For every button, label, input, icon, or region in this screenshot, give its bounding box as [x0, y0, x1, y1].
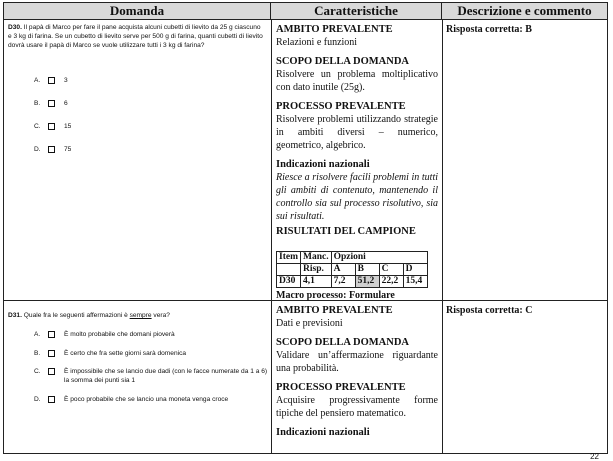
header-domanda: Domanda	[4, 3, 271, 20]
option-letter: B.	[34, 350, 41, 357]
th-item: Item	[277, 252, 301, 264]
indicazioni-title: Indicazioni nazionali	[276, 427, 370, 438]
option-letter: A.	[34, 77, 41, 84]
question-d30	[8, 23, 266, 50]
question-end: vera?	[151, 312, 170, 319]
processo-value: Acquisire progressivamente forme tipiche del pensiero matematico.	[276, 395, 438, 419]
option-text: 3	[64, 77, 68, 84]
cell-d: 15,4	[403, 276, 427, 288]
cell-c: 22,2	[379, 276, 403, 288]
option-letter: D.	[34, 146, 41, 153]
macro-processo: Macro processo: Formulare	[276, 290, 395, 301]
column-divider	[271, 20, 272, 453]
header-caratteristiche: Caratteristiche	[271, 3, 442, 20]
correct-answer-d31: Risposta corretta: C	[446, 305, 533, 316]
page-number: 22	[590, 452, 599, 461]
option-text: È poco probabile che se lancio una moneta venga croce	[64, 396, 229, 403]
th-risp: Risp.	[301, 264, 332, 276]
option-letter: A.	[34, 331, 41, 338]
processo-title: PROCESSO PREVALENTE	[276, 382, 406, 393]
scopo-value: Validare un’affermazione riguardante una probabilità.	[276, 350, 438, 374]
ambito-title: AMBITO PREVALENTE	[276, 24, 393, 35]
correct-answer-d30: Risposta corretta: B	[446, 24, 532, 35]
checkbox[interactable]	[48, 100, 55, 107]
th-manc: Manc.	[301, 252, 332, 264]
d31-characteristics	[276, 304, 438, 439]
scopo-title: SCOPO DELLA DOMANDA	[276, 337, 410, 348]
checkbox[interactable]	[48, 331, 55, 338]
question-emphasis: sempre	[129, 312, 152, 319]
option-text: 6	[64, 100, 68, 107]
ambito-value: Relazioni e funzioni	[276, 37, 358, 48]
scopo-title: SCOPO DELLA DOMANDA	[276, 56, 410, 67]
ambito-value: Dati e previsioni	[276, 318, 343, 329]
evaluation-table	[3, 2, 608, 454]
option-letter: C.	[34, 368, 41, 375]
ambito-title: AMBITO PREVALENTE	[276, 305, 393, 316]
option-text: È certo che fra sette giorni sarà domenica	[64, 350, 187, 357]
checkbox[interactable]	[48, 350, 55, 357]
question-body: Quale fra le seguenti affermazioni è	[23, 312, 130, 319]
option-text: È impossibile che se lancio due dadi (con le facce numerate da 1 a 6) la somma dei punti sia 1	[64, 368, 268, 384]
th-opzioni: Opzioni	[331, 252, 427, 264]
checkbox[interactable]	[48, 146, 55, 153]
question-body: Il papà di Marco per fare il pane acquista alcuni cubetti di lievito da 25 g ciascuno e 3 kg di farina. Se un cubetto di lievito serve per 500 g di farina, quanti cubetti di lievito dovrà usare il papà di Marco se vuole utilizzare tutti i 3 kg di farina?	[8, 24, 263, 49]
option-text: È molto probabile che domani pioverà	[64, 331, 175, 338]
risultati-title: RISULTATI DEL CAMPIONE	[276, 226, 416, 237]
indicazioni-value: Riesce a risolvere facili problemi in tutti gli ambiti di contenuto, mantenendo il controllo sia sul processo risolutivo, sia sui risultati.	[276, 172, 438, 222]
option-letter: D.	[34, 396, 41, 403]
th-d: D	[403, 264, 427, 276]
checkbox[interactable]	[48, 368, 55, 375]
cell-b: 51,2	[355, 276, 379, 288]
option-letter: C.	[34, 123, 41, 130]
th-b: B	[355, 264, 379, 276]
scopo-value: Risolvere un problema moltiplicativo con dato inutile (25g).	[276, 69, 438, 93]
option-text: 75	[64, 146, 72, 153]
option-letter: B.	[34, 100, 41, 107]
column-divider	[442, 20, 443, 453]
question-number: D31.	[8, 312, 22, 319]
indicazioni-title: Indicazioni nazionali	[276, 159, 370, 170]
checkbox[interactable]	[48, 396, 55, 403]
question-d31	[8, 311, 266, 320]
question-d31-text	[8, 311, 266, 320]
question-d30-text	[8, 23, 266, 50]
processo-value: Risolvere problemi utilizzando strategie in ambiti diversi – numerico, geometrico, algebrico.	[276, 114, 438, 151]
processo-title: PROCESSO PREVALENTE	[276, 101, 406, 112]
d30-characteristics	[276, 23, 438, 238]
option-text: 15	[64, 123, 72, 130]
th-c: C	[379, 264, 403, 276]
question-number: D30.	[8, 24, 22, 31]
results-table	[276, 251, 428, 288]
th-a: A	[331, 264, 355, 276]
cell-a: 7,2	[331, 276, 355, 288]
cell-item: D30	[277, 276, 301, 288]
checkbox[interactable]	[48, 123, 55, 130]
cell-manc: 4,1	[301, 276, 332, 288]
checkbox[interactable]	[48, 77, 55, 84]
header-descrizione: Descrizione e commento	[442, 3, 607, 20]
